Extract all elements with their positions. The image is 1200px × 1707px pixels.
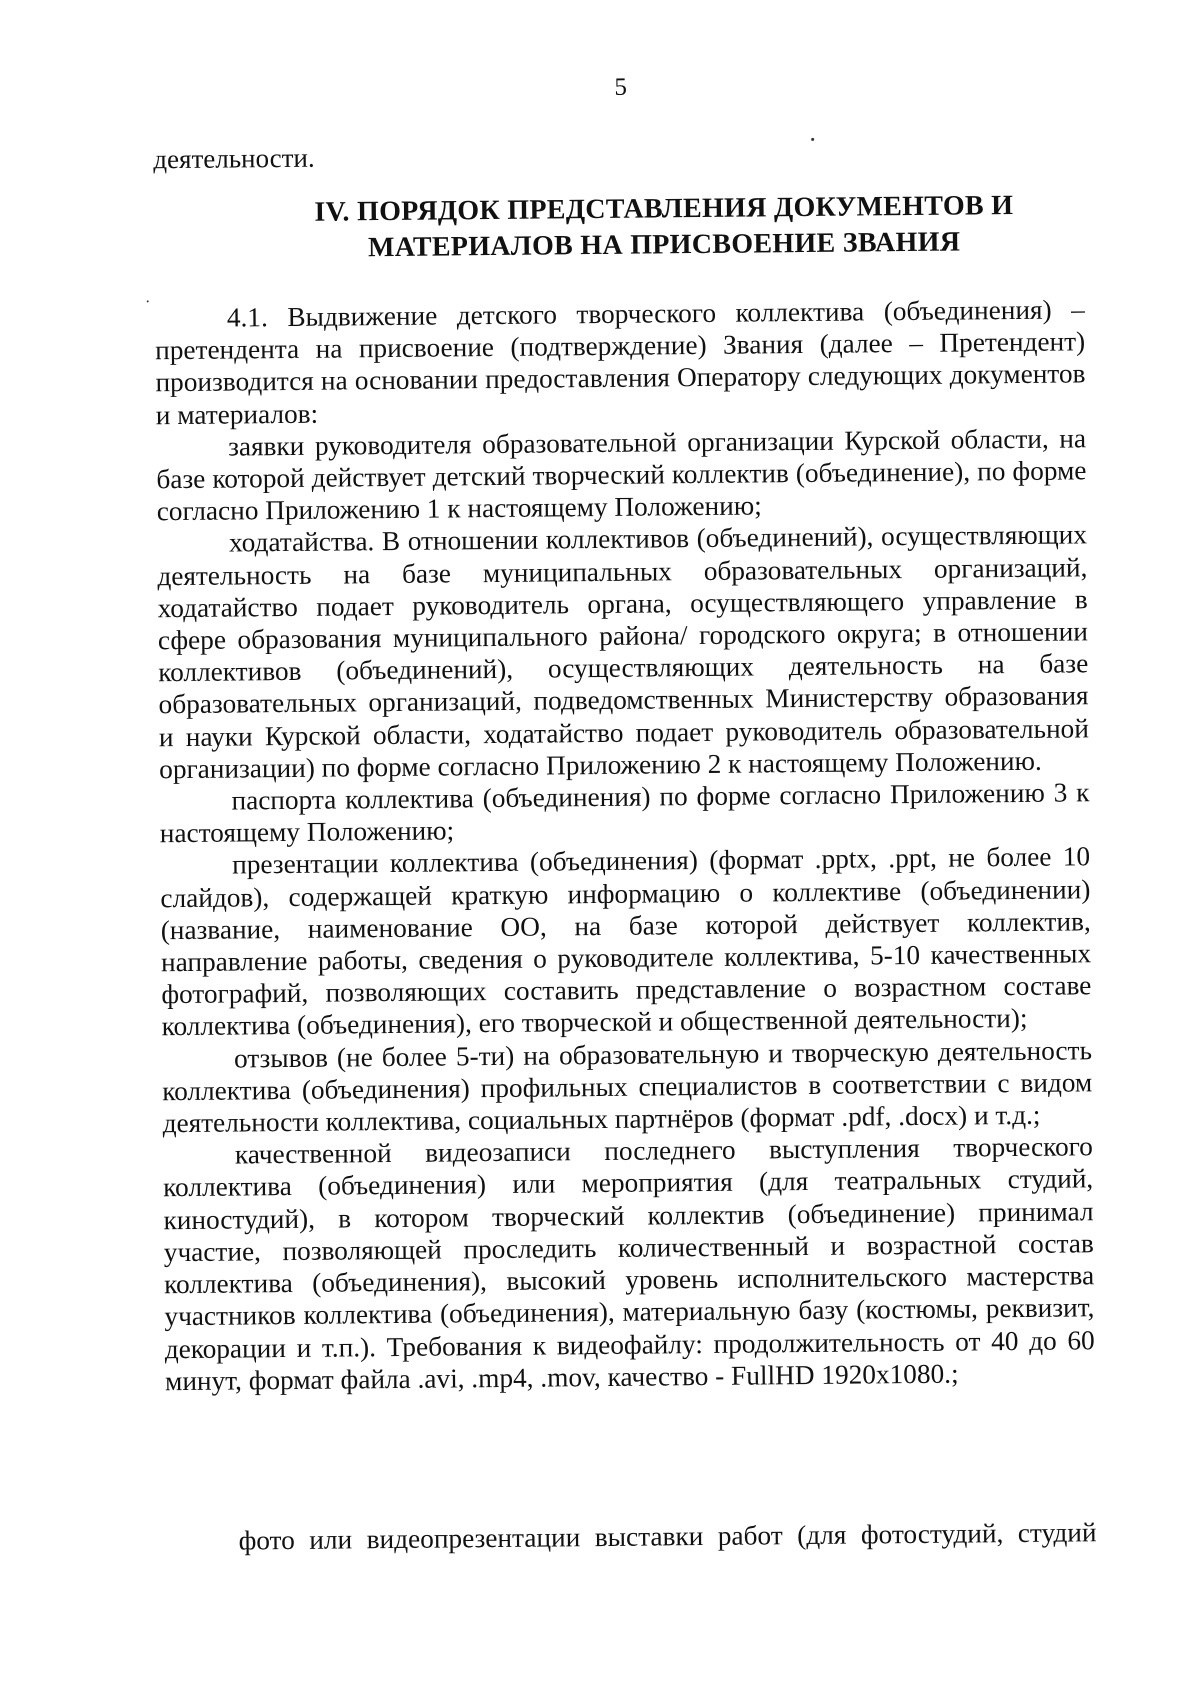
- paragraph-video: качественной видеозаписи последнего выступления творческого коллектива (объединения) или мероприятия (для театральных студий, киностудий), в котором творческий коллектив (объединение) принимал участие, позволяющей проследить количественный и возрастной состав коллектива (объединения), высокий уровень исполнительского мастерства участников коллектива (объединения), материальную базу (костюмы, реквизит, декорации и т.п.). Требования к видеофайлу: продолжительность от 40 до 60 минут, формат файла .avi, .mp4, .mov, качество - FullHD 1920x1080.;: [163, 1131, 1095, 1396]
- paragraph-reviews: отзывов (не более 5-ти) на образовательную и творческую деятельность коллектива (объединения) профильных специалистов в соответствии с видом деятельности коллектива, социальных партнёров (формат .pdf, .docx) и т.д.;: [162, 1034, 1093, 1139]
- page-number: 5: [614, 73, 628, 101]
- paragraph-application: заявки руководителя образовательной организации Курской области, на базе которой действует детский творческий коллектив (объединение), по форме согласно Приложению 1 к настоящему Положению;: [156, 423, 1087, 527]
- paragraph-4-1: 4.1. Выдвижение детского творческого коллектива (объединения) – претендента на присвоение (подтверждение) Звания (далее – Претендент) производится на основании предоставления Оператору следующих документов и материалов:: [155, 294, 1086, 430]
- section-heading: [244, 187, 1085, 267]
- paragraph-passport: паспорта коллектива (объединения) по форме согласно Приложению 3 к настоящему Положению;: [159, 777, 1090, 849]
- scan-speck: [811, 138, 814, 141]
- section-heading-line-1: IV. ПОРЯДОК ПРЕДСТАВЛЕНИЯ ДОКУМЕНТОВ И: [314, 190, 1014, 228]
- paragraph-petition: ходатайства. В отношении коллективов (объединений), осуществляющих деятельность на базе муниципальных образовательных организаций, ходатайство подает руководитель органа, осуществляющего управление в сфере образования муниципального района/ городского округа; в отношении коллективов (объединений), осуществляющих деятельность на базе образовательных организаций, подведомственных Министерству образования и науки Курской области, ходатайство подает руководитель образовательной организации) по форме согласно Приложению 2 к настоящему Положению.: [157, 519, 1089, 785]
- scan-speck: [147, 300, 149, 302]
- carry-over-text: деятельности.: [153, 142, 315, 175]
- paragraph-photo-start: фото или видеопрезентации выставки работ (для фотостудий, студий: [238, 1517, 1097, 1556]
- body-text: [155, 293, 1095, 1397]
- paragraph-presentation: презентации коллектива (объединения) (формат .pptx, .ppt, не более 10 слайдов), содержащей краткую информацию о коллективе (объединении) (название, наименование ОО, на базе которой действует коллектив, направление работы, сведения о руководителе коллектива, 5-10 качественных фотографий, позволяющих составить представление о возрастном составе коллектива (объединения), его творческой и общественной деятельности);: [160, 841, 1092, 1042]
- section-heading-line-2: МАТЕРИАЛОВ НА ПРИСВОЕНИЕ ЗВАНИЯ: [367, 226, 961, 264]
